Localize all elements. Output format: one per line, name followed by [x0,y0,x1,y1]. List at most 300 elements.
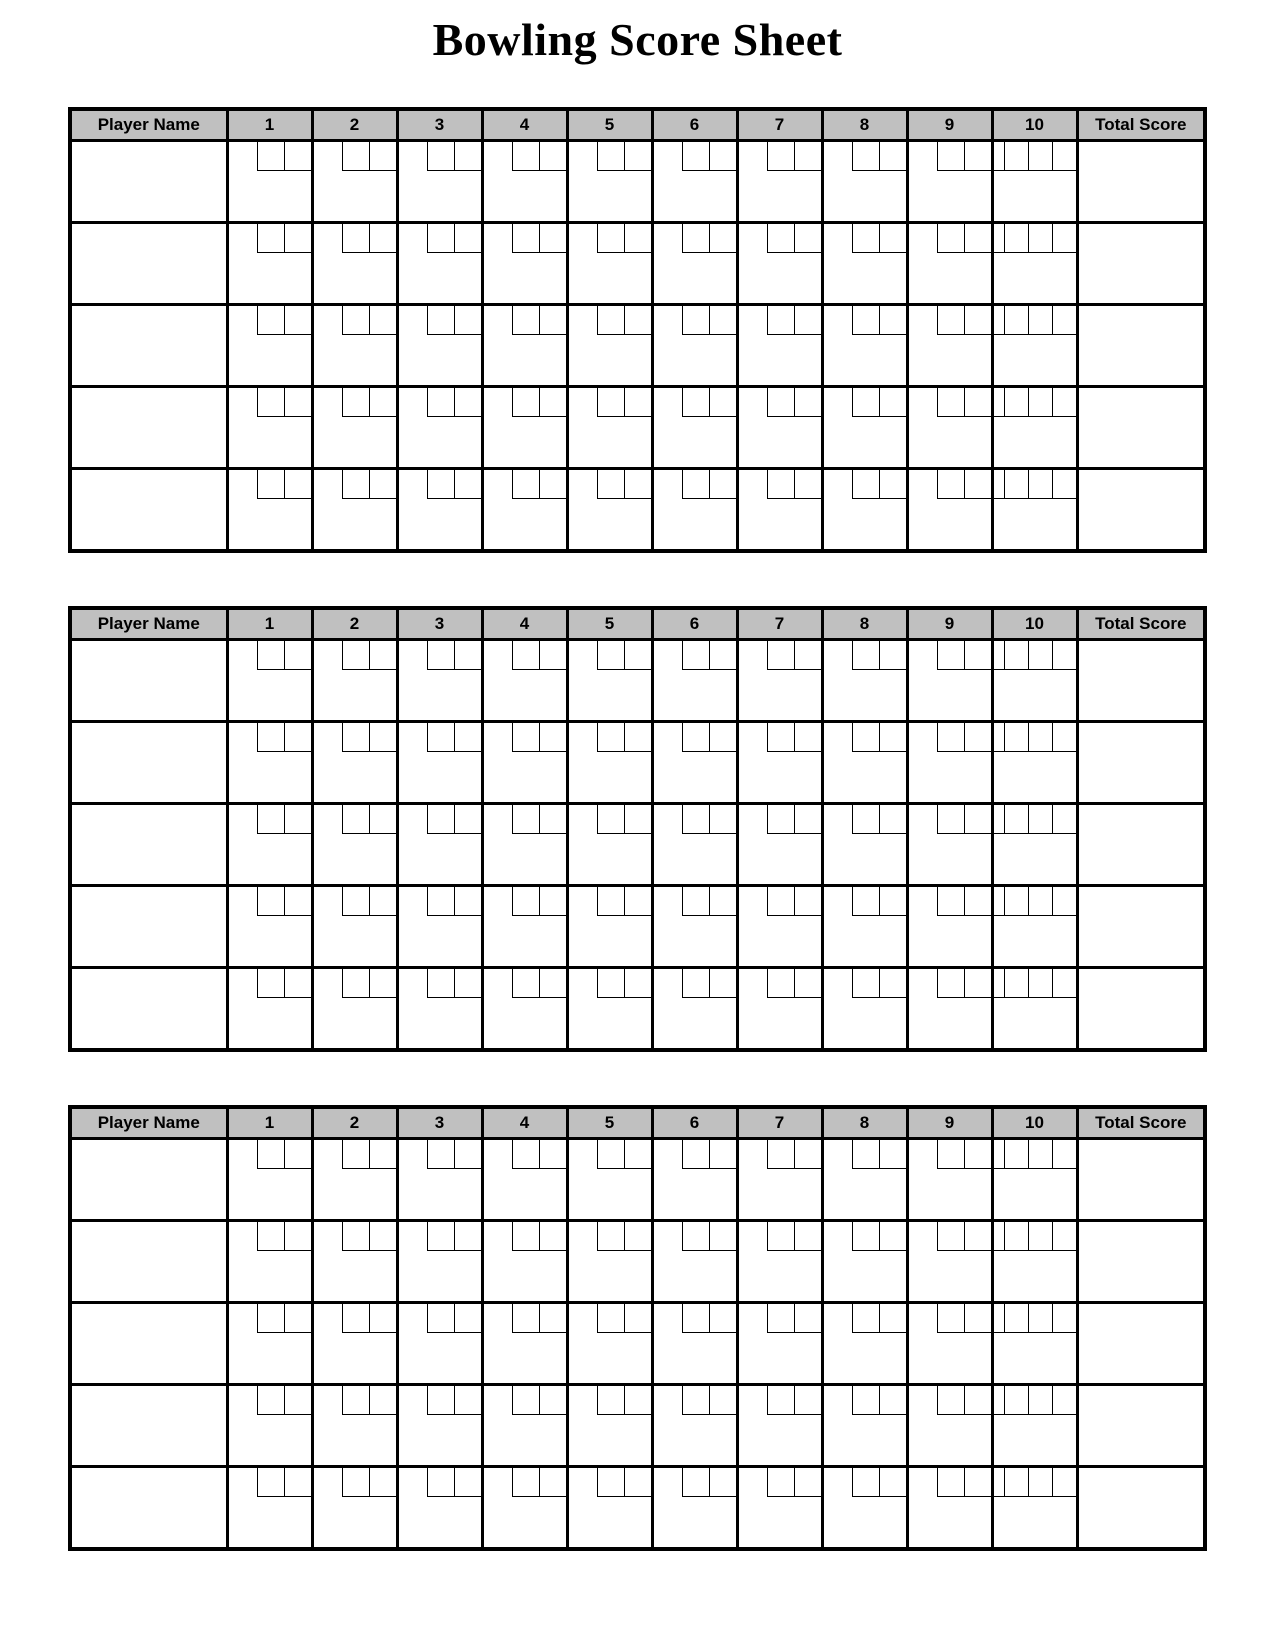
throw-box-2[interactable] [454,306,481,335]
throw-box-3[interactable] [1052,1222,1076,1250]
frame-6-cell[interactable] [652,968,737,1051]
frame-score-value[interactable] [484,1363,566,1383]
total-score-cell[interactable] [1077,804,1205,886]
frame-score-value[interactable] [654,529,736,549]
throw-box-2[interactable] [624,142,651,171]
throw-box-2[interactable] [454,887,481,916]
throw-box-2[interactable] [879,470,906,499]
frame-1-cell[interactable] [227,387,312,469]
frame-9-cell[interactable] [907,640,992,722]
throw-box-2[interactable] [1028,1222,1052,1250]
frame-7-cell[interactable] [737,1139,822,1221]
frame-score-value[interactable] [314,529,396,549]
throw-box-3[interactable] [1052,388,1076,416]
frame-score-value[interactable] [399,1281,481,1301]
frame-7-cell[interactable] [737,223,822,305]
throw-box-2[interactable] [369,969,396,998]
throw-box-1[interactable] [852,388,879,417]
throw-box-1[interactable] [257,470,284,499]
frame-score-value[interactable] [229,447,311,467]
frame-10-cell[interactable] [992,1303,1077,1385]
frame-8-cell[interactable] [822,141,907,223]
throw-box-1[interactable] [597,1386,624,1415]
throw-box-2[interactable] [369,306,396,335]
throw-box-1[interactable] [852,1140,879,1169]
throw-box-2[interactable] [454,641,481,670]
frame-7-cell[interactable] [737,1467,822,1550]
frame-8-cell[interactable] [822,1303,907,1385]
throw-box-3[interactable] [1052,641,1076,669]
throw-box-1[interactable] [852,1222,879,1251]
throw-box-2[interactable] [369,142,396,171]
frame-3-cell[interactable] [397,886,482,968]
throw-box-1[interactable] [937,470,964,499]
frame-score-value[interactable] [399,201,481,221]
throw-box-2[interactable] [284,723,311,752]
frame-score-value[interactable] [399,1445,481,1465]
throw-box-1[interactable] [342,470,369,499]
throw-box-1[interactable] [597,224,624,253]
throw-box-2[interactable] [964,1468,991,1497]
throw-box-1[interactable] [257,1304,284,1333]
throw-box-1[interactable] [1004,224,1028,252]
throw-box-2[interactable] [794,142,821,171]
throw-box-2[interactable] [454,1222,481,1251]
frame-7-cell[interactable] [737,141,822,223]
frame-5-cell[interactable] [567,968,652,1051]
frame-score-value[interactable] [994,365,1076,385]
throw-box-1[interactable] [427,306,454,335]
total-score-cell[interactable] [1077,722,1205,804]
frame-4-cell[interactable] [482,1467,567,1550]
frame-score-value[interactable] [314,447,396,467]
frame-4-cell[interactable] [482,722,567,804]
throw-box-1[interactable] [767,641,794,670]
throw-box-1[interactable] [597,1304,624,1333]
frame-5-cell[interactable] [567,1221,652,1303]
frame-score-value[interactable] [484,782,566,802]
throw-box-2[interactable] [454,805,481,834]
frame-1-cell[interactable] [227,1385,312,1467]
frame-8-cell[interactable] [822,469,907,552]
throw-box-2[interactable] [369,723,396,752]
frame-5-cell[interactable] [567,1303,652,1385]
throw-box-1[interactable] [427,388,454,417]
throw-box-1[interactable] [597,723,624,752]
total-score-cell[interactable] [1077,469,1205,552]
throw-box-2[interactable] [1028,1140,1052,1168]
throw-box-1[interactable] [512,723,539,752]
throw-box-3[interactable] [1052,805,1076,833]
total-score-cell[interactable] [1077,1385,1205,1467]
throw-box-2[interactable] [454,1304,481,1333]
frame-6-cell[interactable] [652,1221,737,1303]
frame-score-value[interactable] [739,1028,821,1048]
throw-box-2[interactable] [1028,723,1052,751]
frame-2-cell[interactable] [312,305,397,387]
throw-box-1[interactable] [767,1304,794,1333]
throw-box-2[interactable] [794,723,821,752]
frame-6-cell[interactable] [652,804,737,886]
throw-box-1[interactable] [937,887,964,916]
frame-score-value[interactable] [824,365,906,385]
throw-box-1[interactable] [937,1468,964,1497]
throw-box-1[interactable] [937,142,964,171]
throw-box-2[interactable] [454,1140,481,1169]
throw-box-2[interactable] [794,388,821,417]
throw-box-2[interactable] [284,470,311,499]
throw-box-2[interactable] [1028,641,1052,669]
frame-1-cell[interactable] [227,469,312,552]
frame-score-value[interactable] [824,529,906,549]
frame-5-cell[interactable] [567,141,652,223]
throw-box-1[interactable] [427,887,454,916]
throw-box-1[interactable] [512,470,539,499]
throw-box-1[interactable] [767,470,794,499]
frame-score-value[interactable] [569,946,651,966]
throw-box-2[interactable] [1028,142,1052,170]
frame-1-cell[interactable] [227,804,312,886]
frame-4-cell[interactable] [482,387,567,469]
throw-box-2[interactable] [964,641,991,670]
frame-score-value[interactable] [484,283,566,303]
throw-box-2[interactable] [539,388,566,417]
frame-8-cell[interactable] [822,1139,907,1221]
frame-9-cell[interactable] [907,1303,992,1385]
throw-box-3[interactable] [1052,224,1076,252]
frame-score-value[interactable] [569,1028,651,1048]
throw-box-2[interactable] [964,723,991,752]
player-name-cell[interactable] [70,305,227,387]
frame-score-value[interactable] [484,1028,566,1048]
frame-score-value[interactable] [909,365,991,385]
frame-score-value[interactable] [739,782,821,802]
frame-score-value[interactable] [824,1028,906,1048]
throw-box-3[interactable] [1052,142,1076,170]
throw-box-1[interactable] [512,641,539,670]
player-name-cell[interactable] [70,387,227,469]
throw-box-1[interactable] [427,1222,454,1251]
throw-box-2[interactable] [454,1386,481,1415]
throw-box-2[interactable] [879,142,906,171]
throw-box-1[interactable] [937,388,964,417]
throw-box-2[interactable] [709,805,736,834]
throw-box-2[interactable] [709,641,736,670]
throw-box-2[interactable] [1028,224,1052,252]
frame-8-cell[interactable] [822,387,907,469]
throw-box-2[interactable] [454,723,481,752]
frame-score-value[interactable] [569,864,651,884]
throw-box-1[interactable] [597,805,624,834]
throw-box-1[interactable] [852,1468,879,1497]
throw-box-2[interactable] [539,887,566,916]
frame-10-cell[interactable] [992,1467,1077,1550]
frame-score-value[interactable] [229,1281,311,1301]
throw-box-1[interactable] [512,1386,539,1415]
frame-1-cell[interactable] [227,1303,312,1385]
throw-box-2[interactable] [709,142,736,171]
player-name-cell[interactable] [70,141,227,223]
player-name-cell[interactable] [70,1467,227,1550]
throw-box-1[interactable] [767,1222,794,1251]
frame-score-value[interactable] [739,1199,821,1219]
throw-box-1[interactable] [937,1222,964,1251]
frame-score-value[interactable] [399,529,481,549]
frame-10-cell[interactable] [992,886,1077,968]
throw-box-2[interactable] [369,1386,396,1415]
throw-box-2[interactable] [369,805,396,834]
throw-box-1[interactable] [257,641,284,670]
frame-score-value[interactable] [994,1363,1076,1383]
throw-box-2[interactable] [709,1140,736,1169]
frame-score-value[interactable] [994,700,1076,720]
frame-score-value[interactable] [314,782,396,802]
frame-score-value[interactable] [654,1363,736,1383]
throw-box-2[interactable] [539,1304,566,1333]
throw-box-1[interactable] [767,1386,794,1415]
throw-box-2[interactable] [1028,969,1052,997]
frame-score-value[interactable] [909,1363,991,1383]
frame-score-value[interactable] [399,946,481,966]
throw-box-1[interactable] [767,887,794,916]
throw-box-2[interactable] [964,224,991,253]
frame-score-value[interactable] [739,946,821,966]
frame-9-cell[interactable] [907,886,992,968]
frame-2-cell[interactable] [312,1303,397,1385]
frame-5-cell[interactable] [567,1139,652,1221]
throw-box-1[interactable] [512,224,539,253]
frame-10-cell[interactable] [992,223,1077,305]
throw-box-1[interactable] [937,224,964,253]
throw-box-2[interactable] [964,887,991,916]
throw-box-1[interactable] [1004,1222,1028,1250]
throw-box-3[interactable] [1052,723,1076,751]
throw-box-2[interactable] [369,887,396,916]
throw-box-2[interactable] [879,1386,906,1415]
frame-score-value[interactable] [314,1199,396,1219]
total-score-cell[interactable] [1077,968,1205,1051]
total-score-cell[interactable] [1077,387,1205,469]
throw-box-2[interactable] [624,306,651,335]
frame-2-cell[interactable] [312,804,397,886]
throw-box-2[interactable] [879,723,906,752]
frame-score-value[interactable] [739,529,821,549]
frame-7-cell[interactable] [737,968,822,1051]
frame-score-value[interactable] [654,864,736,884]
frame-score-value[interactable] [909,946,991,966]
throw-box-2[interactable] [879,1468,906,1497]
frame-score-value[interactable] [994,864,1076,884]
throw-box-2[interactable] [879,224,906,253]
throw-box-2[interactable] [1028,306,1052,334]
throw-box-1[interactable] [767,969,794,998]
throw-box-2[interactable] [879,388,906,417]
frame-score-value[interactable] [824,201,906,221]
throw-box-2[interactable] [624,388,651,417]
frame-7-cell[interactable] [737,1303,822,1385]
frame-score-value[interactable] [994,529,1076,549]
player-name-cell[interactable] [70,1385,227,1467]
throw-box-1[interactable] [1004,142,1028,170]
throw-box-2[interactable] [624,805,651,834]
frame-score-value[interactable] [399,283,481,303]
frame-2-cell[interactable] [312,141,397,223]
throw-box-2[interactable] [1028,388,1052,416]
frame-score-value[interactable] [314,283,396,303]
throw-box-1[interactable] [597,306,624,335]
throw-box-1[interactable] [257,1468,284,1497]
total-score-cell[interactable] [1077,1139,1205,1221]
frame-5-cell[interactable] [567,469,652,552]
frame-score-value[interactable] [739,1281,821,1301]
throw-box-1[interactable] [767,805,794,834]
player-name-cell[interactable] [70,886,227,968]
frame-score-value[interactable] [399,447,481,467]
throw-box-2[interactable] [539,805,566,834]
frame-score-value[interactable] [824,1363,906,1383]
frame-score-value[interactable] [739,283,821,303]
frame-score-value[interactable] [654,700,736,720]
throw-box-1[interactable] [342,1222,369,1251]
frame-score-value[interactable] [824,864,906,884]
throw-box-1[interactable] [342,142,369,171]
frame-7-cell[interactable] [737,1221,822,1303]
throw-box-2[interactable] [794,1386,821,1415]
throw-box-1[interactable] [342,1468,369,1497]
throw-box-2[interactable] [624,470,651,499]
throw-box-2[interactable] [539,969,566,998]
frame-4-cell[interactable] [482,1221,567,1303]
frame-score-value[interactable] [654,1199,736,1219]
frame-score-value[interactable] [654,447,736,467]
frame-score-value[interactable] [824,782,906,802]
throw-box-1[interactable] [257,388,284,417]
throw-box-2[interactable] [794,470,821,499]
throw-box-1[interactable] [1004,969,1028,997]
throw-box-2[interactable] [1028,1468,1052,1496]
throw-box-2[interactable] [879,1304,906,1333]
frame-score-value[interactable] [229,365,311,385]
throw-box-1[interactable] [427,142,454,171]
frame-score-value[interactable] [994,782,1076,802]
frame-1-cell[interactable] [227,141,312,223]
frame-3-cell[interactable] [397,1139,482,1221]
frame-score-value[interactable] [229,283,311,303]
throw-box-1[interactable] [427,969,454,998]
frame-score-value[interactable] [229,1028,311,1048]
throw-box-1[interactable] [257,1222,284,1251]
throw-box-2[interactable] [284,1468,311,1497]
throw-box-1[interactable] [257,969,284,998]
frame-3-cell[interactable] [397,141,482,223]
throw-box-2[interactable] [624,887,651,916]
throw-box-2[interactable] [284,805,311,834]
frame-9-cell[interactable] [907,223,992,305]
frame-3-cell[interactable] [397,305,482,387]
throw-box-2[interactable] [369,1140,396,1169]
throw-box-2[interactable] [284,641,311,670]
throw-box-2[interactable] [964,388,991,417]
frame-6-cell[interactable] [652,722,737,804]
frame-2-cell[interactable] [312,1467,397,1550]
throw-box-1[interactable] [427,1140,454,1169]
frame-score-value[interactable] [569,201,651,221]
throw-box-2[interactable] [284,1222,311,1251]
frame-5-cell[interactable] [567,387,652,469]
throw-box-1[interactable] [682,1386,709,1415]
frame-8-cell[interactable] [822,804,907,886]
frame-2-cell[interactable] [312,223,397,305]
frame-10-cell[interactable] [992,1221,1077,1303]
frame-score-value[interactable] [654,946,736,966]
throw-box-1[interactable] [937,1304,964,1333]
frame-4-cell[interactable] [482,305,567,387]
frame-3-cell[interactable] [397,1467,482,1550]
frame-8-cell[interactable] [822,640,907,722]
frame-score-value[interactable] [314,1527,396,1547]
frame-6-cell[interactable] [652,1467,737,1550]
frame-4-cell[interactable] [482,1303,567,1385]
frame-score-value[interactable] [994,1527,1076,1547]
frame-score-value[interactable] [824,1281,906,1301]
frame-score-value[interactable] [824,1199,906,1219]
throw-box-1[interactable] [342,306,369,335]
throw-box-1[interactable] [852,1386,879,1415]
frame-score-value[interactable] [314,201,396,221]
frame-3-cell[interactable] [397,968,482,1051]
frame-4-cell[interactable] [482,469,567,552]
throw-box-1[interactable] [852,805,879,834]
frame-score-value[interactable] [994,201,1076,221]
throw-box-1[interactable] [767,142,794,171]
frame-score-value[interactable] [909,1028,991,1048]
throw-box-1[interactable] [597,142,624,171]
frame-score-value[interactable] [314,1281,396,1301]
player-name-cell[interactable] [70,640,227,722]
frame-9-cell[interactable] [907,387,992,469]
throw-box-1[interactable] [597,1468,624,1497]
total-score-cell[interactable] [1077,141,1205,223]
frame-10-cell[interactable] [992,640,1077,722]
throw-box-1[interactable] [1004,887,1028,915]
frame-2-cell[interactable] [312,968,397,1051]
throw-box-2[interactable] [964,1222,991,1251]
frame-6-cell[interactable] [652,886,737,968]
frame-6-cell[interactable] [652,305,737,387]
frame-4-cell[interactable] [482,141,567,223]
throw-box-1[interactable] [512,969,539,998]
frame-8-cell[interactable] [822,223,907,305]
frame-score-value[interactable] [484,1527,566,1547]
throw-box-1[interactable] [767,306,794,335]
frame-score-value[interactable] [484,447,566,467]
throw-box-2[interactable] [794,887,821,916]
throw-box-2[interactable] [284,887,311,916]
throw-box-2[interactable] [964,142,991,171]
frame-score-value[interactable] [824,946,906,966]
throw-box-1[interactable] [427,1468,454,1497]
frame-score-value[interactable] [824,1445,906,1465]
frame-score-value[interactable] [399,1363,481,1383]
throw-box-2[interactable] [624,224,651,253]
throw-box-1[interactable] [342,224,369,253]
frame-9-cell[interactable] [907,804,992,886]
player-name-cell[interactable] [70,223,227,305]
throw-box-1[interactable] [937,723,964,752]
throw-box-1[interactable] [767,224,794,253]
frame-7-cell[interactable] [737,469,822,552]
throw-box-1[interactable] [937,1140,964,1169]
